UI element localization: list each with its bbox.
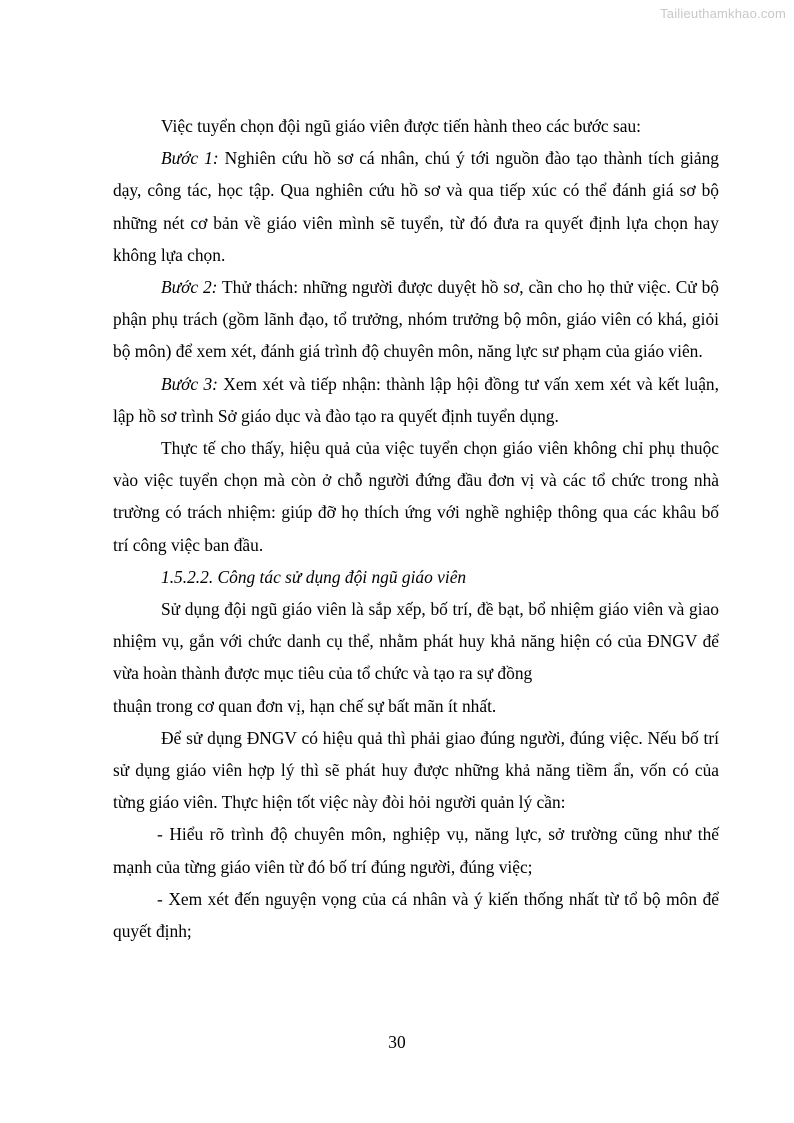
page-content <box>113 110 719 947</box>
step-2-paragraph <box>113 271 719 368</box>
section-heading: 1.5.2.2. Công tác sử dụng đội ngũ giáo viên <box>161 566 467 587</box>
step-3-label: Bước 3: <box>161 373 218 394</box>
step-1-label: Bước 1: <box>161 148 219 169</box>
step-3-paragraph <box>113 368 719 432</box>
step-2-label: Bước 2: <box>161 277 218 298</box>
step-2-text: Thử thách: những người được duyệt hồ sơ, cần cho họ thử việc. Cử bộ phận phụ trách (gồm lãnh đạo, tổ trưởng, nhóm trưởng bộ môn, giáo viên có khá, giỏi bộ môn) để xem xét, đánh giá trình độ chuyên môn, năng lực sư phạm của giáo viên. <box>113 277 719 362</box>
usage-paragraph-line2: thuận trong cơ quan đơn vị, hạn chế sự bất mãn ít nhất. <box>113 695 497 716</box>
reality-paragraph: Thực tế cho thấy, hiệu quả của việc tuyển chọn giáo viên không chỉ phụ thuộc vào việc tuyển chọn mà còn ở chỗ người đứng đầu đơn vị và các tổ chức trong nhà trường có trách nhiệm: giúp đỡ họ thích ứng với nghề nghiệp thông qua các khâu bố trí công việc ban đầu. <box>113 438 719 555</box>
effective-paragraph: Để sử dụng ĐNGV có hiệu quả thì phải giao đúng người, đúng việc. Nếu bố trí sử dụng giáo viên hợp lý thì sẽ phát huy được những khả năng tiềm ẩn, vốn có của từng giáo viên. Thực hiện tốt việc này đòi hỏi người quản lý cần: <box>113 727 719 813</box>
watermark: Tailieuthamkhao.com <box>660 6 786 21</box>
bullet-item-1: - Hiểu rõ trình độ chuyên môn, nghiệp vụ, năng lực, sở trường cũng như thế mạnh của từng giáo viên từ đó bố trí đúng người, đúng việc; <box>113 824 719 877</box>
usage-paragraph-line1: Sử dụng đội ngũ giáo viên là sắp xếp, bố trí, đề bạt, bổ nhiệm giáo viên và giao nhiệm vụ, gắn với chức danh cụ thể, nhằm phát huy khả năng hiện có của ĐNGV để vừa hoàn thành được mục tiêu của tổ chức và tạo ra sự đồng <box>113 599 719 684</box>
page-number: 30 <box>388 1032 406 1052</box>
step-1-text: Nghiên cứu hồ sơ cá nhân, chú ý tới nguồn đào tạo thành tích giảng dạy, công tác, học tập. Qua nghiên cứu hồ sơ và qua tiếp xúc có thể đánh giá sơ bộ những nét cơ bản về giáo viên mình sẽ tuyển, từ đó đưa ra quyết định lựa chọn hay không lựa chọn. <box>113 148 719 265</box>
step-3-text: Xem xét và tiếp nhận: thành lập hội đồng tư vấn xem xét và kết luận, lập hồ sơ trình Sở giáo dục và đào tạo ra quyết định tuyển dụng. <box>113 373 719 426</box>
intro-paragraph: Việc tuyển chọn đội ngũ giáo viên được tiến hành theo các bước sau: <box>161 116 641 136</box>
step-1-paragraph <box>113 142 719 271</box>
bullet-item-2: - Xem xét đến nguyện vọng của cá nhân và ý kiến thống nhất từ tổ bộ môn để quyết định; <box>113 888 719 942</box>
